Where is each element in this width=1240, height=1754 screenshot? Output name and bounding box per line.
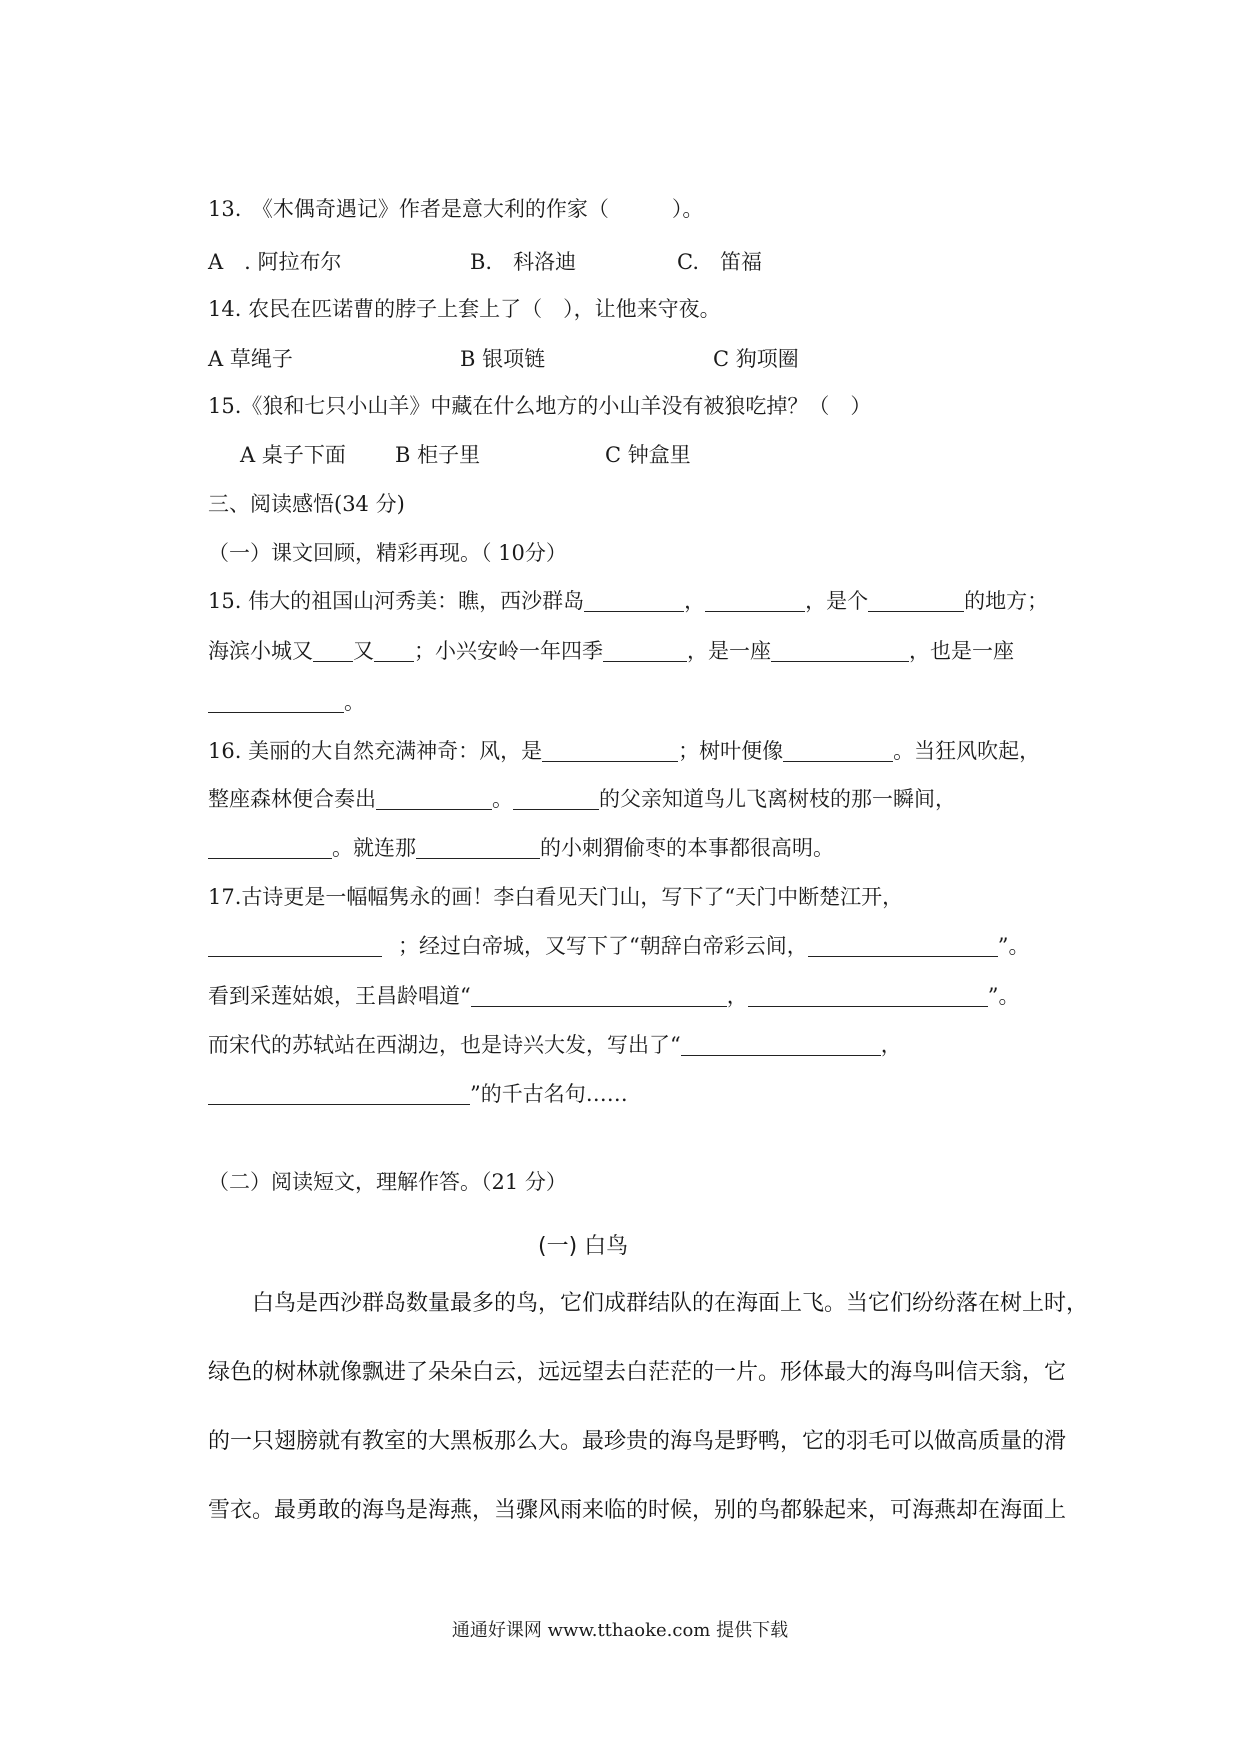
blank[interactable]: [783, 741, 893, 762]
part-one-heading: （一）课文回顾，精彩再现。（ 10分）: [208, 541, 567, 565]
question-13: 13. 《木偶奇遇记》作者是意大利的作家（ ）。: [208, 197, 704, 221]
fill-line-17: 17.古诗更是一幅幅隽永的画！李白看见天门山，写下了“天门中断楚江开，: [208, 885, 904, 909]
blank[interactable]: [471, 986, 727, 1007]
blank[interactable]: [542, 741, 678, 762]
blank[interactable]: [513, 789, 599, 810]
fill-line-17b: ；经过白帝城，又写下了“朝辞白帝彩云间， ”。: [208, 936, 1029, 957]
blank[interactable]: [208, 838, 332, 859]
blank[interactable]: [208, 936, 382, 957]
q14-option-a: A 草绳子: [208, 347, 293, 371]
q15-option-a: A 桌子下面: [240, 443, 346, 467]
q14-option-b: B 银项链: [460, 347, 546, 371]
passage-line: 白鸟是西沙群岛数量最多的鸟，它们成群结队的在海面上飞。当它们纷纷落在树上时，: [252, 1291, 1089, 1316]
blank[interactable]: [748, 986, 988, 1007]
q14-option-c: C 狗项圈: [713, 347, 799, 371]
passage-line: 的一只翅膀就有教室的大黑板那么大。最珍贵的海鸟是野鸭，它的羽毛可以做高质量的滑: [208, 1429, 1067, 1454]
blank[interactable]: [771, 641, 909, 662]
blank[interactable]: [374, 641, 414, 662]
question-15: 15.《狼和七只小山羊》中藏在什么地方的小山羊没有被狼吃掉？（ ）: [208, 394, 872, 418]
blank[interactable]: [208, 692, 344, 713]
fill-line-17c: 看到采莲姑娘，王昌龄唱道“ ， ”。: [208, 984, 1020, 1008]
fill-line-15b: 海滨小城又 又 ；小兴安岭一年四季 ，是一座 ，也是一座: [208, 639, 1014, 663]
fill-line-16c: 。就连那 的小刺猬偷枣的本事都很高明。: [208, 838, 834, 859]
fill-line-16: 16. 美丽的大自然充满神奇：风，是 ；树叶便像 。当狂风吹起，: [208, 739, 1041, 763]
footer: 通通好课网 www.tthaoke.com 提供下载: [451, 1620, 789, 1641]
blank[interactable]: [208, 1084, 470, 1105]
blank[interactable]: [416, 838, 540, 859]
blank[interactable]: [603, 641, 687, 662]
q13-option-a: A . 阿拉布尔: [208, 250, 342, 274]
blank[interactable]: [584, 591, 684, 612]
q15-option-c: C 钟盒里: [605, 443, 691, 467]
blank[interactable]: [808, 936, 998, 957]
question-14: 14. 农民在匹诺曹的脖子上套上了（ ），让他来守夜。: [208, 297, 721, 321]
fill-line-15: 15. 伟大的祖国山河秀美：瞧，西沙群岛 ， ，是个 的地方；: [208, 589, 1049, 613]
q13-option-b: B. 科洛迪: [470, 250, 577, 274]
blank[interactable]: [705, 591, 805, 612]
fill-line-17d: 而宋代的苏轼站在西湖边，也是诗兴大发，写出了“ ，: [208, 1033, 902, 1057]
blank[interactable]: [681, 1035, 881, 1056]
passage-line: 绿色的树林就像飘进了朵朵白云，远远望去白茫茫的一片。形体最大的海鸟叫信天翁，它: [208, 1360, 1067, 1385]
fill-line-15c: 。: [208, 692, 365, 713]
q13-option-c: C. 笛福: [677, 250, 762, 274]
fill-line-17e: ”的千古名句……: [208, 1084, 628, 1105]
passage-title: (一) 白鸟: [538, 1234, 629, 1259]
section-heading: 三、阅读感悟(34 分): [208, 492, 405, 516]
blank[interactable]: [868, 591, 964, 612]
part-two-heading: （二）阅读短文，理解作答。（21 分）: [208, 1170, 567, 1194]
fill-line-16b: 整座森林便合奏出 。 的父亲知道鸟儿飞离树枝的那一瞬间，: [208, 787, 956, 811]
blank[interactable]: [313, 641, 353, 662]
passage-line: 雪衣。最勇敢的海鸟是海燕，当骤风雨来临的时候，别的鸟都躲起来，可海燕却在海面上: [208, 1498, 1067, 1523]
q15-option-b: B 柜子里: [395, 443, 481, 467]
blank[interactable]: [376, 789, 492, 810]
